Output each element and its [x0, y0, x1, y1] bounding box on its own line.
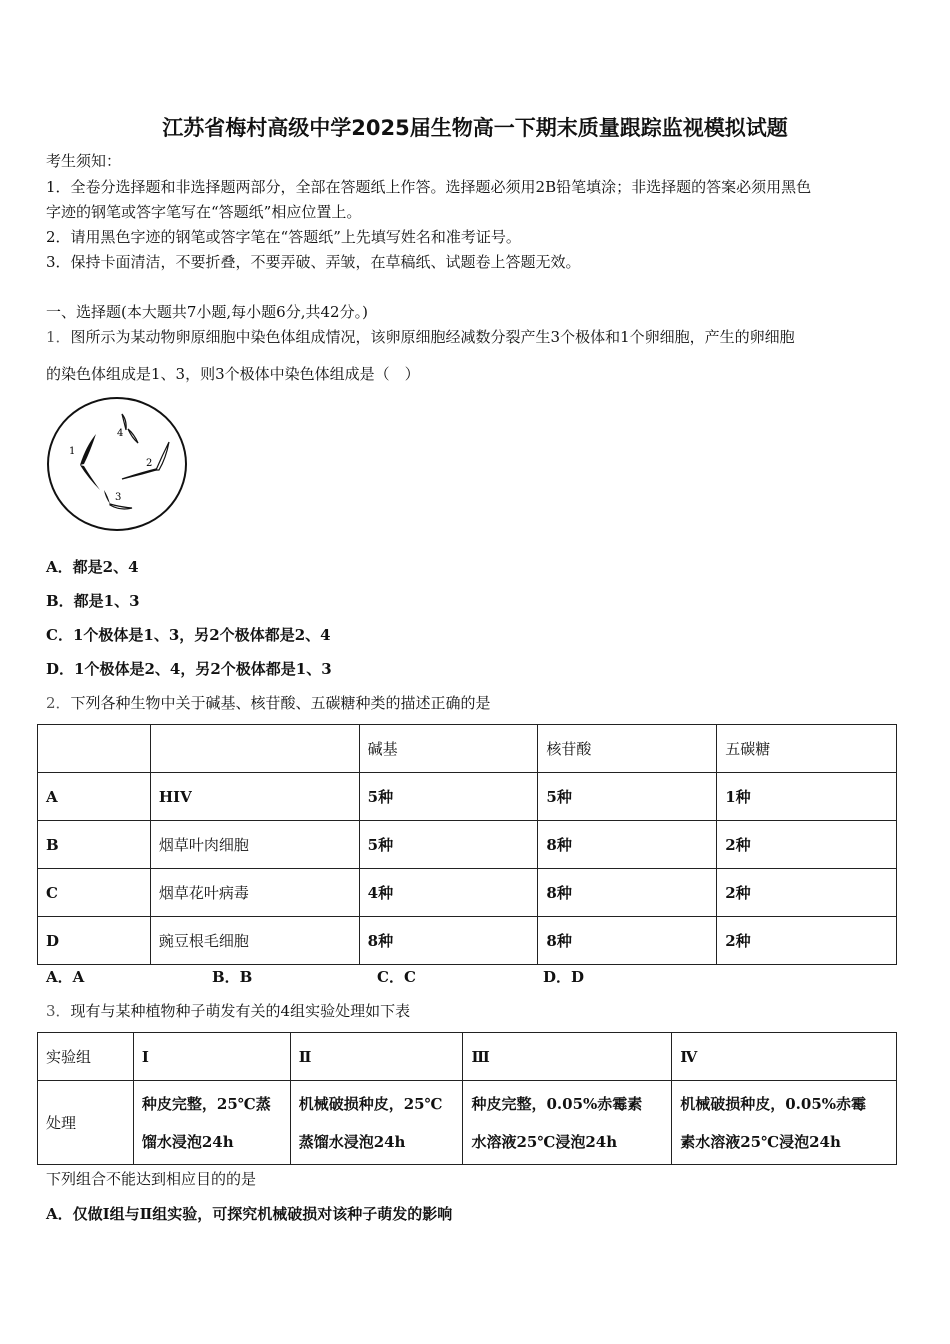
chromosome-2-lower — [122, 469, 156, 479]
table-cell — [463, 1081, 672, 1165]
table-cell: B — [38, 821, 151, 869]
q1-option-b[interactable]: B．都是1、3 — [46, 592, 140, 610]
q2-option-b[interactable]: B．B — [212, 968, 253, 986]
header-cell: 五碳糖 — [717, 725, 897, 773]
table-cell: 4种 — [359, 869, 538, 917]
header-cell: Ⅱ — [290, 1033, 463, 1081]
table-cell: 8种 — [538, 917, 717, 965]
table-cell: 5种 — [359, 821, 538, 869]
label-2: 2 — [146, 458, 153, 469]
table-cell: 2种 — [717, 821, 897, 869]
table-cell: 1种 — [717, 773, 897, 821]
label-4: 4 — [117, 428, 124, 439]
cell-line: 机械破损种皮，25℃ — [298, 1094, 443, 1113]
question-1-line-2: 的染色体组成是1、3，则3个极体中染色体组成是（ ） — [46, 365, 420, 383]
header-cell: 核苷酸 — [538, 725, 717, 773]
table-cell: D — [38, 917, 151, 965]
table-row — [38, 821, 897, 869]
header-cell — [38, 725, 151, 773]
table-cell: C — [38, 869, 151, 917]
notice-item-2: 2．请用黑色字迹的钢笔或答字笔在“答题纸”上先填写姓名和准考证号。 — [46, 228, 521, 246]
header-cell: 碱基 — [359, 725, 538, 773]
header-cell: Ⅲ — [463, 1033, 672, 1081]
table-cell: 5种 — [359, 773, 538, 821]
chromosome-2-upper — [156, 442, 169, 470]
table-cell: HIV — [150, 773, 359, 821]
table-row — [38, 869, 897, 917]
chromosome-3-upper — [104, 490, 110, 504]
cell-line: 种皮完整，0.05%赤霉素 — [471, 1094, 643, 1113]
table-cell: 豌豆根毛细胞 — [150, 917, 359, 965]
table-cell — [672, 1081, 897, 1165]
q2-option-d[interactable]: D．D — [543, 968, 585, 986]
question-1-line-1 — [46, 327, 795, 347]
q3-option-a[interactable]: A．仅做Ⅰ组与Ⅱ组实验，可探究机械破损对该种子萌发的影响 — [46, 1205, 453, 1223]
cell-line: 水溶液25℃浸泡24h — [471, 1132, 618, 1151]
chromosome-1-lower — [80, 465, 100, 490]
cell-membrane — [48, 398, 186, 530]
row-label: 处理 — [38, 1081, 134, 1165]
q2-table — [37, 724, 897, 965]
question-1-stem: 图所示为某动物卵原细胞中染色体组成情况，该卵原细胞经减数分裂产生3个极体和1个卵细胞，产生的卵细胞 — [70, 328, 795, 346]
table-row — [38, 1081, 897, 1165]
q1-option-d[interactable]: D．1个极体是2、4，另2个极体都是1、3 — [46, 660, 332, 678]
table-header-row — [38, 725, 897, 773]
header-cell: Ⅰ — [133, 1033, 290, 1081]
table-cell — [133, 1081, 290, 1165]
question-number: 1． — [46, 328, 71, 346]
question-2-stem: 下列各种生物中关于碱基、核苷酸、五碳糖种类的描述正确的是 — [70, 694, 491, 712]
q1-option-a[interactable]: A．都是2、4 — [46, 558, 139, 576]
cell-line: 馏水浸泡24h — [141, 1132, 234, 1151]
notice-item-1-line-1: 1．全卷分选择题和非选择题两部分，全部在答题纸上作答。选择题必须用2B铅笔填涂；非选择题的答案必须用黑色 — [46, 178, 812, 196]
table-cell — [290, 1081, 463, 1165]
cell-chromosome-figure — [44, 396, 194, 536]
table-cell: 5种 — [538, 773, 717, 821]
chromosome-3-lower — [110, 504, 132, 509]
table-cell: 烟草叶肉细胞 — [150, 821, 359, 869]
header-cell: Ⅳ — [672, 1033, 897, 1081]
q2-option-c[interactable]: C．C — [377, 968, 416, 986]
table-cell: A — [38, 773, 151, 821]
section-heading: 一、选择题(本大题共7小题,每小题6分,共42分。) — [46, 303, 368, 321]
q3-after-text: 下列组合不能达到相应目的的是 — [46, 1170, 257, 1188]
cell-line: 种皮完整，25℃蒸 — [141, 1094, 271, 1113]
header-cell: 实验组 — [38, 1033, 134, 1081]
notice-heading: 考生须知： — [46, 152, 122, 170]
label-3: 3 — [115, 492, 122, 503]
question-2-line — [46, 693, 491, 713]
header-cell — [150, 725, 359, 773]
question-3-stem: 现有与某种植物种子萌发有关的4组实验处理如下表 — [70, 1002, 411, 1020]
chromosome-1-upper — [80, 434, 96, 465]
notice-item-1-line-2: 字迹的钢笔或答字笔写在“答题纸”相应位置上。 — [46, 203, 362, 221]
table-header-row — [38, 1033, 897, 1081]
question-number: 2． — [46, 694, 71, 712]
cell-line: 蒸馏水浸泡24h — [298, 1132, 406, 1151]
table-cell: 8种 — [538, 869, 717, 917]
table-cell: 2种 — [717, 917, 897, 965]
q1-option-c[interactable]: C．1个极体是1、3，另2个极体都是2、4 — [46, 626, 331, 644]
q2-option-a[interactable]: A．A — [46, 968, 85, 986]
table-row — [38, 917, 897, 965]
question-3-line — [46, 1001, 410, 1021]
notice-item-3: 3．保持卡面清洁，不要折叠，不要弄破、弄皱，在草稿纸、试题卷上答题无效。 — [46, 253, 581, 271]
table-cell: 8种 — [359, 917, 538, 965]
page-title: 江苏省梅村高级中学2025届生物高一下期末质量跟踪监视模拟试题 — [162, 116, 788, 140]
question-number: 3． — [46, 1002, 71, 1020]
chromosome-4-right — [128, 429, 138, 443]
table-cell: 8种 — [538, 821, 717, 869]
cell-line: 机械破损种皮，0.05%赤霉 — [680, 1094, 867, 1113]
table-cell: 烟草花叶病毒 — [150, 869, 359, 917]
table-row — [38, 773, 897, 821]
table-cell: 2种 — [717, 869, 897, 917]
label-1: 1 — [69, 446, 76, 457]
cell-line: 素水溶液25℃浸泡24h — [680, 1132, 841, 1151]
q3-table — [37, 1032, 897, 1165]
